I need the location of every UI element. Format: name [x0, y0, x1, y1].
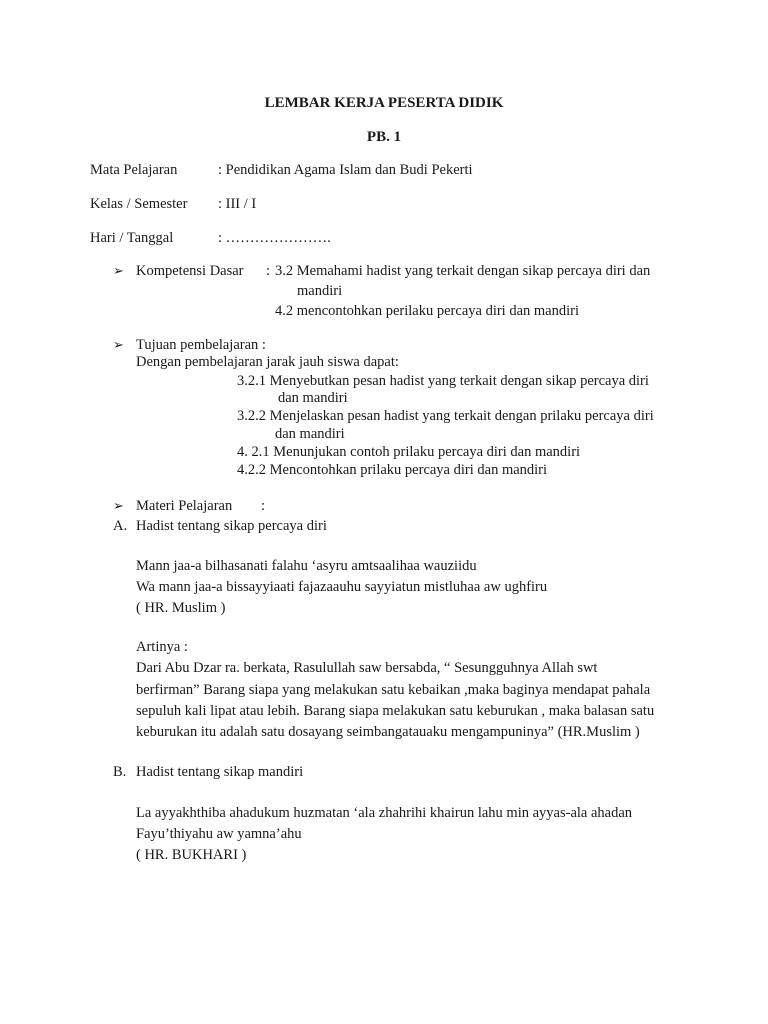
section-a-meaning-line-2: berfirman” Barang siapa yang melakukan satu kebaikan ,maka baginya mendapat pahala: [136, 682, 651, 698]
kompetensi-label: Kompetensi Dasar: [136, 263, 244, 279]
section-a-hadith-line-2: Wa mann jaa-a bissayyiaati fajazaauhu sayyiatun mistluhaa aw ughfiru: [136, 579, 548, 595]
section-b-letter: B.: [113, 764, 127, 780]
class-value: : III / I: [218, 196, 257, 212]
tujuan-item-1-line-2: dan mandiri: [278, 390, 348, 406]
date-value: : ………………….: [218, 230, 331, 246]
tujuan-item-2-line-2: dan mandiri: [275, 426, 345, 442]
materi-colon: :: [261, 498, 266, 514]
section-a-meaning-label: Artinya :: [136, 639, 188, 655]
section-a-meaning-line-1: Dari Abu Dzar ra. berkata, Rasulullah saw bersabda, “ Sesungguhnya Allah swt: [136, 660, 598, 676]
tujuan-intro: Dengan pembelajaran jarak jauh siswa dapat:: [136, 354, 399, 370]
class-label: Kelas / Semester: [90, 196, 188, 212]
section-a-meaning-line-4: keburukan itu adalah satu dosayang seimbangatauaku mengampuninya” (HR.Muslim ): [136, 724, 640, 740]
section-b-source: ( HR. BUKHARI ): [136, 847, 247, 863]
materi-label: Materi Pelajaran: [136, 498, 233, 514]
tujuan-item-3: 4. 2.1 Menunjukan contoh prilaku percaya diri dan mandiri: [237, 444, 581, 460]
document-title: LEMBAR KERJA PESERTA DIDIK: [264, 95, 504, 111]
tujuan-label: Tujuan pembelajaran :: [136, 337, 266, 353]
bullet-arrow-icon: ➢: [113, 498, 124, 513]
section-b-title: Hadist tentang sikap mandiri: [136, 764, 304, 780]
section-a-title: Hadist tentang sikap percaya diri: [136, 518, 327, 534]
tujuan-item-1-line-1: 3.2.1 Menyebutkan pesan hadist yang terkait dengan sikap percaya diri: [237, 373, 649, 389]
section-b-hadith-line-1: La ayyakhthiba ahadukum huzmatan ‘ala zhahrihi khairun lahu min ayyas-ala ahadan: [136, 805, 633, 821]
document-subtitle: PB. 1: [366, 129, 402, 145]
tujuan-item-2-line-1: 3.2.2 Menjelaskan pesan hadist yang terkait dengan prilaku percaya diri: [237, 408, 654, 424]
subject-label: Mata Pelajaran: [90, 162, 178, 178]
section-b-hadith-line-2: Fayu’thiyahu aw yamna’ahu: [136, 826, 302, 842]
kompetensi-line-2: mandiri: [297, 283, 343, 299]
section-a-meaning-line-3: sepuluh kali lipat atau lebih. Barang siapa melakukan satu keburukan , maka balasan satu: [136, 703, 655, 719]
bullet-arrow-icon: ➢: [113, 263, 124, 278]
kompetensi-line-1: 3.2 Memahami hadist yang terkait dengan sikap percaya diri dan: [275, 263, 651, 279]
section-a-hadith-line-1: Mann jaa-a bilhasanati falahu ‘asyru amtsaalihaa wauziidu: [136, 558, 477, 574]
section-a-source: ( HR. Muslim ): [136, 600, 226, 616]
section-a-letter: A.: [113, 518, 128, 534]
tujuan-item-4: 4.2.2 Mencontohkan prilaku percaya diri dan mandiri: [237, 462, 548, 478]
kompetensi-colon: :: [266, 263, 271, 279]
kompetensi-line-3: 4.2 mencontohkan perilaku percaya diri dan mandiri: [275, 303, 579, 319]
bullet-arrow-icon: ➢: [113, 337, 124, 352]
date-label: Hari / Tanggal: [90, 230, 174, 246]
subject-value: : Pendidikan Agama Islam dan Budi Pekerti: [218, 162, 473, 178]
